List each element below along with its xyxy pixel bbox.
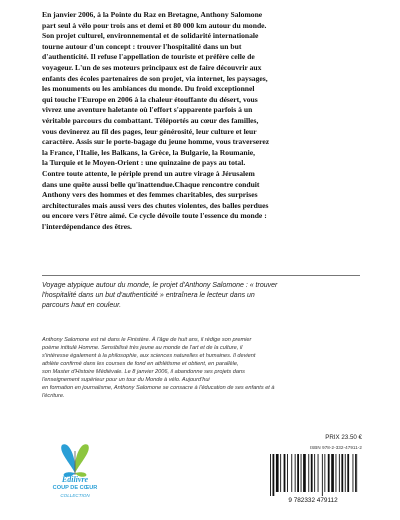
bio-line: Anthony Salomone est né dans le Finistère. À l'âge de huit ans, il rédige son premier (42, 337, 252, 343)
author-bio (42, 336, 358, 400)
synopsis-line: Anthony vers des hommes et des femmes charitables, des surprises (42, 190, 258, 200)
tagline-line: l'hospitalité dans un but d'authenticité » entraînera le lecteur dans un (42, 291, 255, 299)
tagline-line: Voyage atypique autour du monde, le projet d'Anthony Salomone : « trouver (42, 282, 278, 289)
synopsis-line: vous devinerez au fil des pages, leur générosité, leur culture et leur (42, 126, 257, 136)
synopsis-line: Contre toute attente, le périple prend un autre virage à Jérusalem (42, 168, 255, 178)
synopsis-line: la Turquie et le Moyen-Orient : une quinzaine de pays au total. (42, 158, 246, 168)
bio-line: son Master d'Histoire Médiévale. Le 8 janvier 2006, il abandonne ses projets dans (42, 369, 245, 375)
bio-line: s'intéresse également à la philosophie, aux sciences naturelles et humaines. Il devient (42, 353, 256, 359)
synopsis-line: tourne autour d'un concept : trouver l'hospitalité dans un but (42, 41, 242, 51)
separator-line (42, 275, 360, 276)
isbn-label: ISBN 978-2-332-47911-2 (309, 445, 362, 450)
synopsis-line: les monuments ou les ambiances du monde. Du froid exceptionnel (42, 84, 255, 94)
publisher-name: Édilivre (61, 475, 89, 484)
bio-line: athlète confirmé dans les courses de fond en athlétisme et obtient, en parallèle, (42, 361, 239, 367)
bio-line: l'enseignement supérieur pour un tour du Monde à vélo. Aujourd'hui (42, 377, 210, 383)
synopsis-line: l'interdépendance des êtres. (42, 221, 132, 231)
synopsis-line: architecturales mais aussi vers des chutes violentes, des balles perdues (42, 200, 269, 210)
tagline (42, 281, 342, 310)
tagline-line: parcours haut en couleur. (42, 301, 122, 309)
publisher-collection: COLLECTION (60, 493, 90, 498)
bio-line: l'écriture. (42, 393, 65, 399)
barcode-number: 9 782332 479112 (288, 497, 338, 504)
synopsis-line: dans une quête aussi belle qu'inattendue.Chaque rencontre conduit (42, 179, 260, 189)
bio-line: en formation en journalisme, Anthony Salomone se consacre à l'éducation de ses enfants et à (42, 385, 275, 391)
synopsis-line: Son projet culturel, environnemental et de solidarité internationale (42, 31, 259, 41)
butterfly-icon (40, 443, 110, 477)
price-label: PRIX 23.50 € (325, 434, 362, 441)
synopsis-line: qui touche l'Europe en 2006 à la chaleur étouffante du désert, vous (42, 94, 258, 104)
synopsis-line: caractère. Assis sur le porte-bagage du jeune homme, vous traverserez (42, 137, 270, 147)
synopsis-line: vivrez une aventure haletante où l'effort s'apparente parfois à un (42, 105, 253, 115)
synopsis-line: la France, l'Italie, les Balkans, la Grèce, la Bulgarie, la Roumanie, (42, 147, 256, 157)
synopsis-line: En janvier 2006, à la Pointe du Raz en Bretagne, Anthony Salomone (42, 10, 263, 19)
synopsis-line: enfants des écoles partenaires de son projet, via internet, les paysages, (42, 73, 268, 83)
publisher-subtitle: COUP DE CŒUR (52, 485, 98, 491)
barcode (264, 452, 362, 504)
barcode-bars (270, 454, 357, 496)
synopsis-line: d'authenticité. Il refuse l'appellation de touriste et préfère celle de (42, 52, 255, 62)
synopsis-line: voyageur. L'un de ses moteurs principaux est de faire découvrir aux (42, 62, 262, 72)
synopsis-text (42, 10, 360, 232)
bio-line: poème intitulé Homme. Sensibilisé très jeune au monde de l'art et de la culture, il (42, 345, 243, 351)
synopsis-line: part seul à vélo pour trois ans et demi et 80 000 km autour du monde. (42, 20, 267, 30)
synopsis-line: ou encore vers l'être aimé. Ce cycle dévoile toute l'essence du monde : (42, 211, 267, 221)
synopsis-line: véritable parcours du combattant. Téléportés au cœur des familles, (42, 115, 259, 125)
publisher-logo (40, 443, 110, 507)
